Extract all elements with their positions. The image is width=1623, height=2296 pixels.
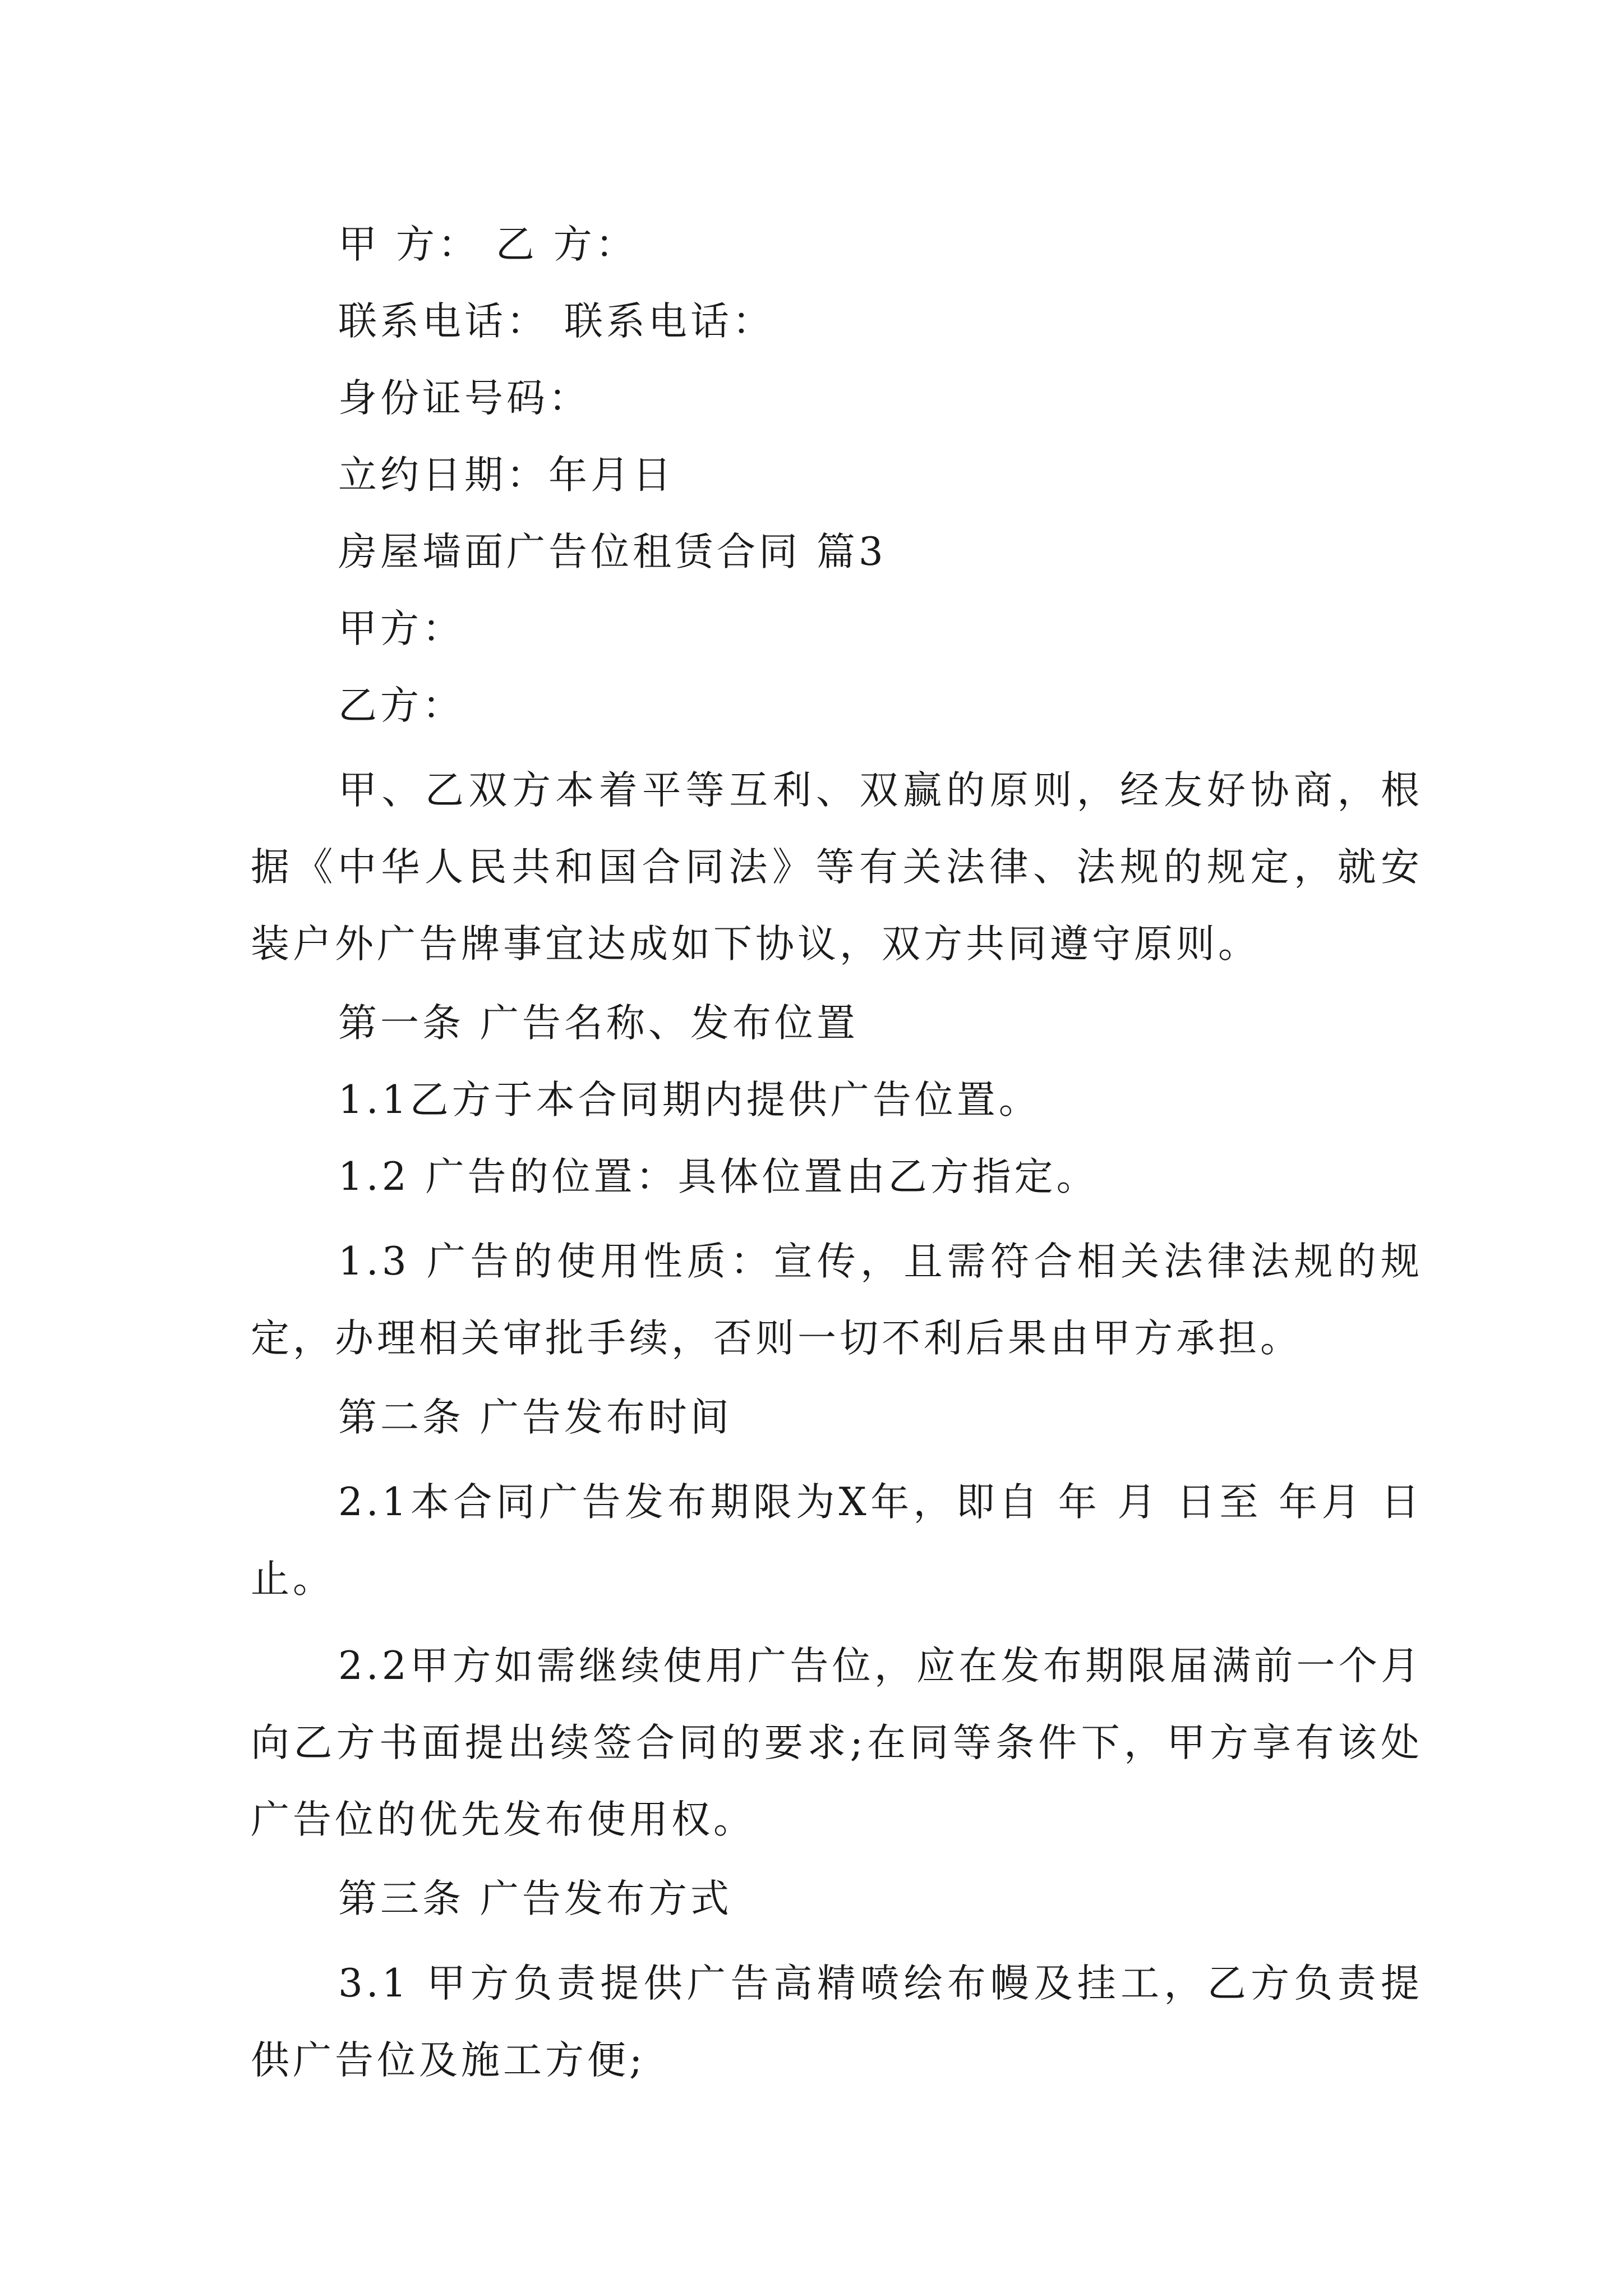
clause-1-2: 1.2 广告的位置：具体位置由乙方指定。 — [338, 1154, 1099, 1199]
document-body — [251, 220, 1423, 2115]
clause-1-3: 1.3 广告的使用性质：宣传，且需符合相关法律法规的规定，办理相关审批手续，否则一切不利后果由甲方承担。 — [251, 1239, 1423, 1361]
clause-2-1: 2.1本合同广告发布期限为X年，即自 年 月 日至 年月 日止。 — [251, 1480, 1423, 1602]
article-2-title: 第二条 广告发布时间 — [338, 1395, 732, 1440]
intro-paragraph: 甲、乙双方本着平等互利、双赢的原则，经友好协商，根据《中华人民共和国合同法》等有关法律、法规的规定，就安装户外广告牌事宜达成如下协议，双方共同遵守原则。 — [251, 768, 1423, 967]
id-number-line: 身份证号码： — [338, 376, 591, 421]
clause-2-2: 2.2甲方如需继续使用广告位，应在发布期限届满前一个月向乙方书面提出续签合同的要求;在同等条件下，甲方享有该处广告位的优先发布使用权。 — [251, 1644, 1423, 1842]
party-b-line: 乙方： — [338, 683, 464, 728]
clause-1-1: 1.1乙方于本合同期内提供广告位置。 — [338, 1078, 1041, 1122]
party-a-line: 甲方： — [338, 606, 464, 651]
article-3-title: 第三条 广告发布方式 — [338, 1876, 732, 1921]
contract-title: 房屋墙面广告位租赁合同 篇3 — [338, 530, 887, 574]
article-1-title: 第一条 广告名称、发布位置 — [338, 1001, 859, 1046]
party-line: 甲 方： 乙 方： — [338, 222, 638, 267]
clause-3-1: 3.1 甲方负责提供广告高精喷绘布幔及挂工，乙方负责提供广告位及施工方便; — [251, 1961, 1423, 2083]
phone-line: 联系电话： 联系电话： — [338, 299, 774, 344]
date-line: 立约日期：年月日 — [338, 453, 675, 498]
